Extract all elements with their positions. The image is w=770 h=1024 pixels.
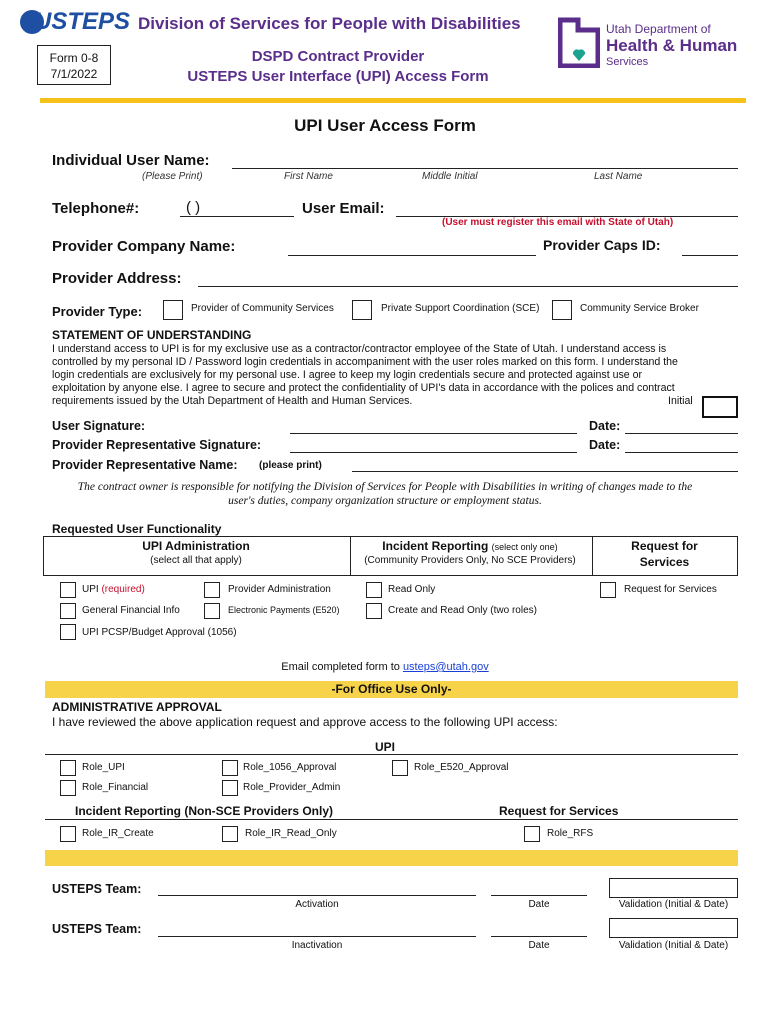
read-only-label: Read Only [388,584,436,595]
user-name-field[interactable] [232,168,738,169]
caps-id-field[interactable] [682,255,738,256]
user-name-label: Individual User Name: [52,152,210,169]
electronic-payments-checkbox[interactable] [204,603,220,619]
company-label: Provider Company Name: [52,238,236,255]
required-note: (required) [101,584,145,595]
dhhs-logo [558,14,758,70]
email-link[interactable]: usteps@utah.gov [402,661,489,673]
statement-title: STATEMENT OF UNDERSTANDING [52,328,252,342]
request-services-label: Request for Services [624,584,717,595]
initial-label: Initial [668,395,693,407]
provider-type-label: Provider Type: [52,304,143,319]
incident-reporting-head-note: (select only one) [491,542,558,552]
provider-type-sce-label: Private Support Coordination (SCE) [381,303,540,314]
provider-type-checkbox-community[interactable] [163,300,183,320]
role-financial-label: Role_Financial [82,782,149,793]
office-use-bottom-bar [45,850,738,866]
dept-line-1: Utah Department of [606,22,711,36]
team-activation-validation-box[interactable] [609,878,738,898]
office-use-banner [45,681,738,698]
role-e520-label: Role_E520_Approval [414,762,509,773]
rep-signature-label: Provider Representative Signature: [52,438,262,452]
electronic-payments-label: Electronic Payments (E520) [228,605,340,615]
inactivation-validation-caption: Validation (Initial & Date) [618,940,729,951]
rep-signature-date-field[interactable] [625,452,738,453]
general-financial-checkbox[interactable] [60,603,76,619]
form-title: UPI User Access Form [294,116,476,135]
provider-type-checkbox-broker[interactable] [552,300,572,320]
provider-type-broker-label: Community Service Broker [580,303,699,314]
role-rfs-label: Role_RFS [547,828,594,839]
provider-admin-checkbox[interactable] [204,582,220,598]
telephone-label: Telephone#: [52,200,140,217]
notice-line-1: The contract owner is responsible for notifying the Division of Services for People with Disabilities in writing of changes made to the [77,481,693,493]
company-field[interactable] [288,255,536,256]
statement-body [52,343,742,408]
activation-validation-caption: Validation (Initial & Date) [618,899,729,910]
role-upi-label: Role_UPI [82,762,125,773]
role-ir-read-only-checkbox[interactable] [222,826,238,842]
statement-line: exploitation by anyone else. I agree to secure and protect the confidentiality of UPI's data in accordance with the polices and contract [52,382,675,394]
team-inactivation-date-field[interactable] [491,936,587,937]
role-1056-label: Role_1056_Approval [243,762,337,773]
address-label: Provider Address: [52,270,182,287]
activation-caption: Activation [295,899,339,910]
user-signature-date-field[interactable] [625,433,738,434]
middle-initial-caption: Middle Initial [422,171,478,182]
admin-approval-text: I have reviewed the above application request and approve access to the following UPI access: [52,715,558,729]
pcsp-label: UPI PCSP/Budget Approval (1056) [82,627,237,638]
functionality-title: Requested User Functionality [52,522,222,536]
rep-name-label: Provider Representative Name: [52,458,238,472]
inactivation-date-caption: Date [528,940,550,951]
general-financial-label: General Financial Info [82,605,180,616]
upi-admin-head: UPI Administration [142,539,250,553]
usteps-logo [20,8,131,38]
rep-signature-field[interactable] [290,452,577,453]
email-note: (User must register this email with State of Utah) [442,217,674,228]
provider-type-checkbox-sce[interactable] [352,300,372,320]
activation-date-caption: Date [528,899,550,910]
team-inactivation-label: USTEPS Team: [52,922,142,936]
statement-line: controlled by my personal ID / Password login credentials in accompaniment with the user roles marked on this form. I understand the [52,356,678,368]
inactivation-caption: Inactivation [291,940,343,951]
email-instruction-prefix: Email completed form to [281,661,400,673]
org-title: Division of Services for People with Disabilities [138,14,521,33]
header-gold-rule [40,98,746,103]
provider-type-community-label: Provider of Community Services [191,303,334,314]
dept-line-2: Health & Human [606,36,738,55]
user-signature-date-label: Date: [589,419,621,433]
team-inactivation-field[interactable] [158,936,476,937]
first-name-caption: First Name [284,171,333,182]
form-subtitle-2: USTEPS User Interface (UPI) Access Form [187,68,489,85]
team-activation-label: USTEPS Team: [52,882,142,896]
role-ir-create-label: Role_IR_Create [82,828,154,839]
team-activation-date-field[interactable] [491,895,587,896]
incident-reporting-sub: (Community Providers Only, No SCE Providers) [364,555,576,566]
form-date: 7/1/2022 [50,67,98,81]
team-inactivation-validation-box[interactable] [609,918,738,938]
user-signature-label: User Signature: [52,419,146,433]
please-print-caption: (Please Print) [142,171,203,182]
incident-reporting-head-text: Incident Reporting [382,539,489,553]
upi-label: UPI [82,584,99,595]
email-instruction [0,661,770,673]
utah-state-icon [558,16,600,68]
pcsp-checkbox[interactable] [60,624,76,640]
caps-id-label: Provider Caps ID: [543,237,661,253]
role-provider-admin-label: Role_Provider_Admin [243,782,341,793]
admin-approval-title: ADMINISTRATIVE APPROVAL [52,700,222,714]
upi-admin-sub: (select all that apply) [150,555,242,566]
office-ir-rule [45,819,738,820]
request-services-head-2: Services [639,555,690,569]
telephone-field[interactable] [180,216,294,217]
office-rfs-head: Request for Services [499,804,619,818]
office-upi-rule [45,754,738,755]
phone-area-code: ( ) [186,199,201,216]
rep-name-field[interactable] [352,471,738,472]
usteps-logo-text: USTEPS [34,8,131,35]
incident-reporting-head [349,539,591,553]
rep-name-note: (please print) [259,460,322,471]
form-number-box [37,45,111,85]
rep-signature-date-label: Date: [589,438,621,452]
role-upi-checkbox[interactable] [60,760,76,776]
notice-line-2: user's duties, company organization structure or employment status. [228,495,542,507]
team-activation-field[interactable] [158,895,476,896]
form-subtitle-1: DSPD Contract Provider [251,48,425,65]
upi-required-label [82,584,145,595]
request-services-checkbox[interactable] [600,582,616,598]
read-only-checkbox[interactable] [366,582,382,598]
form-number: Form 0-8 [49,51,99,65]
create-read-label: Create and Read Only (two roles) [388,605,537,616]
address-field[interactable] [198,286,738,287]
statement-line: login credentials are exclusively for my personal use. I agree to keep my login credentials secure and protected against use or [52,369,643,381]
role-financial-checkbox[interactable] [60,780,76,796]
provider-admin-label: Provider Administration [228,584,331,595]
user-signature-field[interactable] [290,433,577,434]
office-upi-head: UPI [374,740,395,754]
role-ir-read-only-label: Role_IR_Read_Only [245,828,337,839]
upi-required-checkbox[interactable] [60,582,76,598]
role-1056-checkbox[interactable] [222,760,238,776]
statement-line: I understand access to UPI is for my exclusive use as a contractor/contractor employee of the State of Utah. I understand access is [52,343,667,355]
initial-box[interactable] [702,396,738,418]
request-services-head-1: Request for [631,539,698,553]
email-label: User Email: [302,200,385,217]
statement-line: requirements issued by the Utah Department of Health and Human Services. [52,395,413,407]
role-provider-admin-checkbox[interactable] [222,780,238,796]
dept-line-3: Services [606,56,649,68]
role-e520-checkbox[interactable] [392,760,408,776]
role-ir-create-checkbox[interactable] [60,826,76,842]
create-read-checkbox[interactable] [366,603,382,619]
role-rfs-checkbox[interactable] [524,826,540,842]
office-use-banner-text: -For Office Use Only- [331,682,452,696]
office-ir-head: Incident Reporting (Non-SCE Providers Only) [75,804,334,818]
last-name-caption: Last Name [594,171,643,182]
